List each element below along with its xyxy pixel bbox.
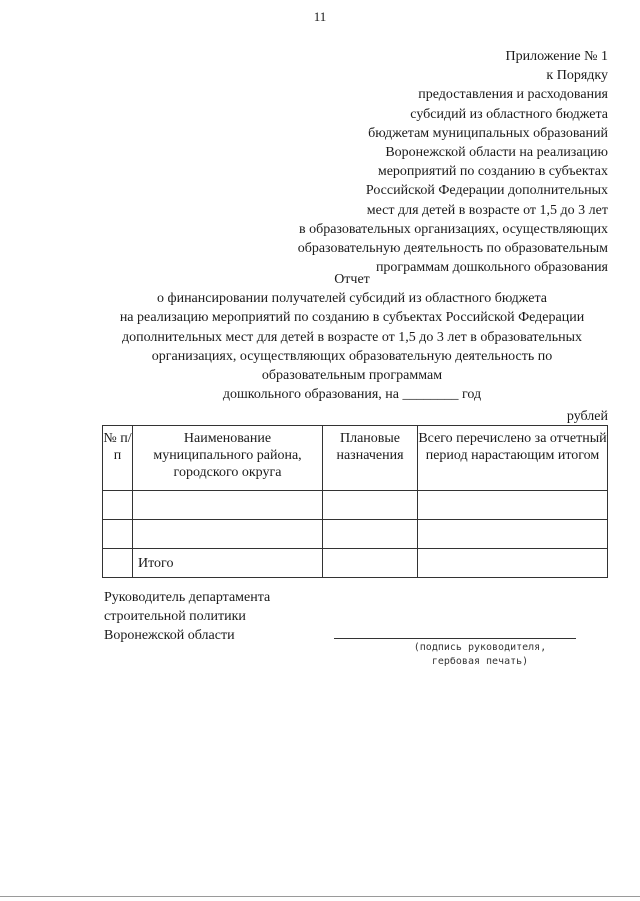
appendix-line: мероприятий по созданию в субъектах xyxy=(377,164,608,180)
report-title xyxy=(82,270,622,404)
page-bottom-edge xyxy=(0,896,640,897)
page-number: 11 xyxy=(313,9,327,24)
signatory-line: строительной политики xyxy=(104,609,246,624)
table-cell xyxy=(323,520,418,549)
table-cell xyxy=(323,549,418,578)
report-title-line: образовательным программам xyxy=(261,367,443,383)
report-title-line: на реализацию мероприятий по созданию в субъектах Российской Федерации xyxy=(119,310,585,326)
total-label: Итого xyxy=(133,549,323,578)
appendix-line: Приложение № 1 xyxy=(505,49,608,64)
signature-note-line: гербовая печать) xyxy=(431,656,529,667)
table-row-total xyxy=(103,549,608,578)
table-row xyxy=(103,491,608,520)
appendix-header xyxy=(248,47,608,277)
signature-note xyxy=(388,641,572,669)
appendix-line: бюджетам муниципальных образований xyxy=(368,125,608,141)
report-title-line: дошкольного образования, на ________ год xyxy=(222,387,482,403)
table-cell xyxy=(323,491,418,520)
table-header-row xyxy=(103,426,608,491)
appendix-line: Воронежской области на реализацию xyxy=(385,144,608,160)
signatory-line: Руководитель департамента xyxy=(104,590,271,605)
table-cell xyxy=(103,491,133,520)
column-header-transferred: Всего перечислено за отчетный период нарастающим итогом xyxy=(418,426,608,491)
column-header-planned: Плановые назначения xyxy=(323,426,418,491)
table-row xyxy=(103,520,608,549)
column-header-number: № п/п xyxy=(103,426,133,491)
signature-block xyxy=(104,588,270,645)
table-cell xyxy=(103,549,133,578)
table-cell xyxy=(103,520,133,549)
report-table xyxy=(102,425,608,578)
appendix-line: к Порядку xyxy=(546,68,608,84)
table-cell xyxy=(133,520,323,549)
appendix-line: предоставления и расходования xyxy=(418,87,608,103)
signature-line xyxy=(334,638,576,639)
table-cell xyxy=(133,491,323,520)
report-title-line: о финансировании получателей субсидий из областного бюджета xyxy=(157,291,547,307)
signature-note-line: (подпись руководителя, xyxy=(413,642,547,653)
appendix-line: субсидий из областного бюджета xyxy=(410,106,608,122)
appendix-line: образовательную деятельность по образовательным xyxy=(297,240,608,256)
appendix-line: программам дошкольного образования xyxy=(375,260,608,276)
appendix-line: Российской Федерации дополнительных xyxy=(365,183,608,199)
report-title-line: дополнительных мест для детей в возрасте от 1,5 до 3 лет в образовательных xyxy=(121,329,583,345)
appendix-line: в образовательных организациях, осуществляющих xyxy=(298,221,608,237)
appendix-line: мест для детей в возрасте от 1,5 до 3 лет xyxy=(366,202,608,218)
table-cell xyxy=(418,520,608,549)
table-cell xyxy=(418,549,608,578)
currency-unit: рублей xyxy=(566,409,608,424)
column-header-municipality: Наименование муниципального района, городского округа xyxy=(133,426,323,491)
table-cell xyxy=(418,491,608,520)
report-title-line: организациях, осуществляющих образовательную деятельность по xyxy=(151,348,553,364)
signatory-line: Воронежской области xyxy=(104,628,235,643)
report-title-line: Отчет xyxy=(334,272,370,287)
